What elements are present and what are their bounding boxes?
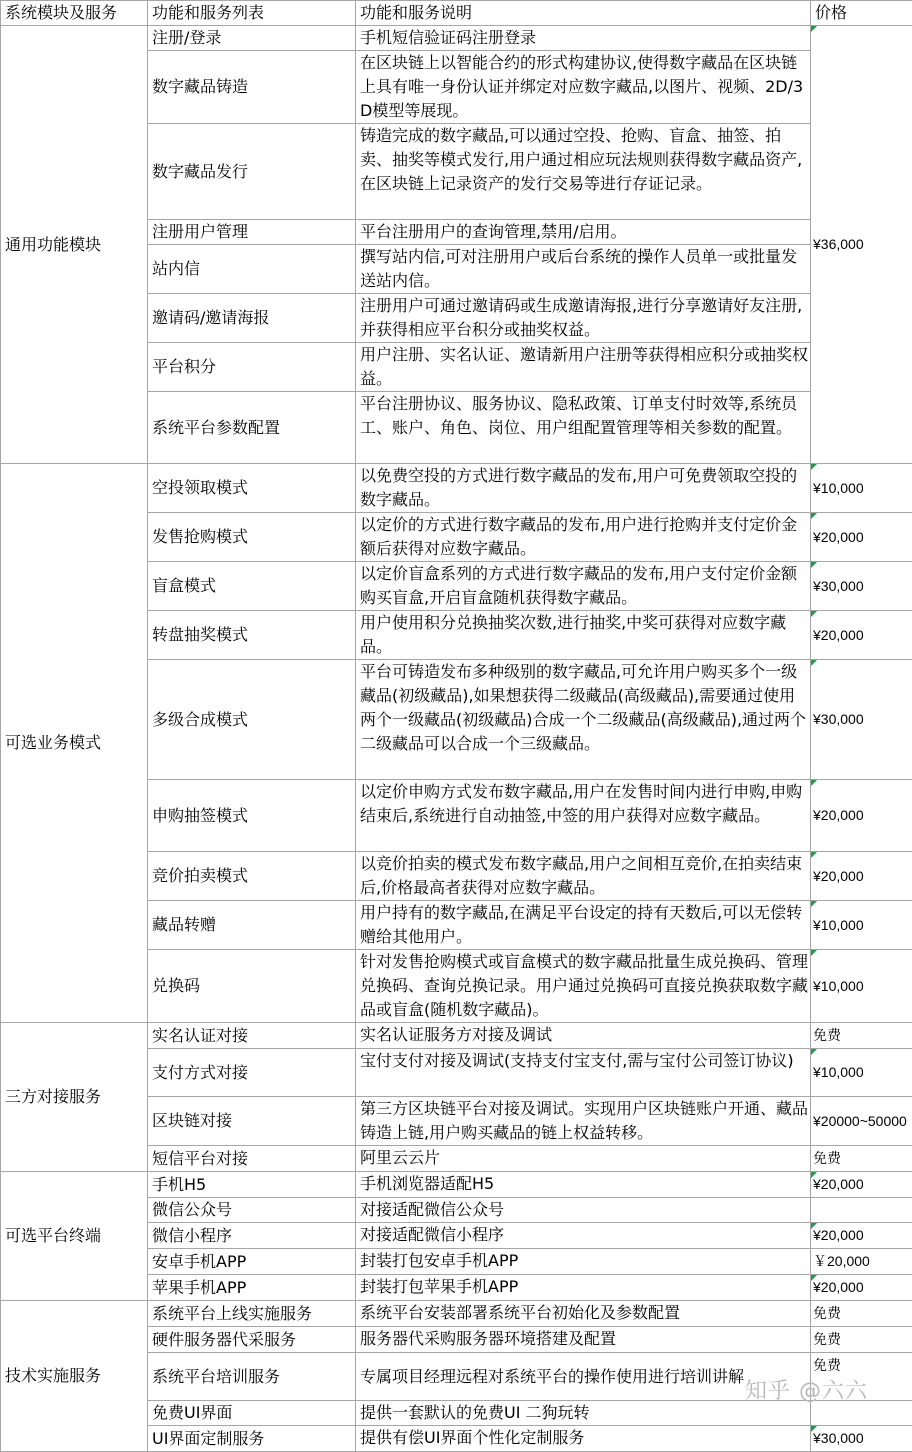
header-module: 系统模块及服务 xyxy=(1,1,148,26)
price-value: ￥20,000 xyxy=(813,1253,870,1269)
price-value: ¥30,000 xyxy=(813,1430,864,1446)
description-cell: 手机浏览器适配H5 xyxy=(356,1172,811,1198)
description-cell: 系统平台安装部署系统平台初始化及参数配置 xyxy=(356,1301,811,1327)
price-cell xyxy=(811,1426,912,1452)
description-cell: 在区块链上以智能合约的形式构建协议,使得数字藏品在区块链上具有唯一身份认证并绑定对应数字藏品,以图片、视频、2D/3D模型等展现。 xyxy=(356,51,811,124)
price-cell xyxy=(811,562,912,611)
feature-cell: 微信公众号 xyxy=(148,1198,356,1223)
feature-cell: 发售抢购模式 xyxy=(148,513,356,562)
header-feature: 功能和服务列表 xyxy=(148,1,356,26)
cell-comment-marker xyxy=(811,1049,817,1055)
price-value: ¥10,000 xyxy=(813,480,864,496)
table-row xyxy=(1,464,912,513)
price-value: ¥20,000 xyxy=(813,627,864,643)
zhihu-watermark: 知乎 @六六 xyxy=(745,1374,868,1405)
price-value: 免费 xyxy=(813,1305,841,1321)
description-cell: 专属项目经理远程对系统平台的操作使用进行培训讲解 xyxy=(356,1353,811,1401)
price-value: ¥36,000 xyxy=(813,236,864,252)
cell-comment-marker xyxy=(811,611,817,617)
feature-cell: 硬件服务器代采服务 xyxy=(148,1327,356,1353)
price-value: ¥10,000 xyxy=(813,917,864,933)
feature-cell: 系统平台上线实施服务 xyxy=(148,1301,356,1327)
price-cell xyxy=(811,1023,912,1049)
feature-cell: 申购抽签模式 xyxy=(148,780,356,852)
feature-cell: 数字藏品铸造 xyxy=(148,51,356,124)
header-price: 价格 xyxy=(811,1,912,26)
feature-cell: 注册用户管理 xyxy=(148,220,356,245)
description-cell: 封装打包安卓手机APP xyxy=(356,1249,811,1275)
module-cell: 通用功能模块 xyxy=(1,26,148,464)
cell-comment-marker xyxy=(811,464,817,470)
header-description: 功能和服务说明 xyxy=(356,1,811,26)
cell-comment-marker xyxy=(811,1275,817,1281)
description-cell: 用户持有的数字藏品,在满足平台设定的持有天数后,可以无偿转赠给其他用户。 xyxy=(356,901,811,950)
feature-cell: 注册/登录 xyxy=(148,26,356,51)
table-row xyxy=(1,1023,912,1049)
feature-cell: 盲盒模式 xyxy=(148,562,356,611)
price-value: ¥30,000 xyxy=(813,578,864,594)
cell-comment-marker xyxy=(811,513,817,519)
price-cell xyxy=(811,950,912,1023)
description-cell: 以定价申购方式发布数字藏品,用户在发售时间内进行申购,申购结束后,系统进行自动抽签,中签的用户获得对应数字藏品。 xyxy=(356,780,811,852)
feature-cell: 系统平台培训服务 xyxy=(148,1353,356,1401)
description-cell: 提供有偿UI界面个性化定制服务 xyxy=(356,1426,811,1452)
price-value: ¥20,000 xyxy=(813,1279,864,1295)
price-cell xyxy=(811,1275,912,1301)
feature-cell: 平台积分 xyxy=(148,343,356,392)
feature-cell: 苹果手机APP xyxy=(148,1275,356,1301)
table-row xyxy=(1,26,912,51)
description-cell: 用户注册、实名认证、邀请新用户注册等获得相应积分或抽奖权益。 xyxy=(356,343,811,392)
cell-comment-marker xyxy=(811,1426,817,1432)
module-cell: 可选业务模式 xyxy=(1,464,148,1023)
price-value: ¥20000~50000 xyxy=(813,1113,907,1129)
feature-cell: 多级合成模式 xyxy=(148,660,356,780)
price-cell xyxy=(811,1327,912,1353)
feature-cell: 邀请码/邀请海报 xyxy=(148,294,356,343)
description-cell: 宝付支付对接及调试(支持支付宝支付,需与宝付公司签订协议) xyxy=(356,1049,811,1097)
price-cell xyxy=(811,1198,912,1223)
module-cell: 三方对接服务 xyxy=(1,1023,148,1172)
price-cell xyxy=(811,513,912,562)
price-cell xyxy=(811,780,912,852)
cell-comment-marker xyxy=(811,660,817,666)
cell-comment-marker xyxy=(811,950,817,956)
cell-comment-marker xyxy=(811,562,817,568)
price-value: ¥20,000 xyxy=(813,1176,864,1192)
cell-comment-marker xyxy=(811,901,817,907)
price-cell xyxy=(811,1223,912,1249)
feature-cell: 空投领取模式 xyxy=(148,464,356,513)
feature-cell: 安卓手机APP xyxy=(148,1249,356,1275)
feature-cell: 区块链对接 xyxy=(148,1097,356,1146)
price-cell xyxy=(811,901,912,950)
description-cell: 平台注册用户的查询管理,禁用/启用。 xyxy=(356,220,811,245)
feature-cell: 系统平台参数配置 xyxy=(148,392,356,464)
description-cell: 平台可铸造发布多种级别的数字藏品,可允许用户购买多个一级藏品(初级藏品),如果想获得二级藏品(高级藏品),需要通过使用两个一级藏品(初级藏品)合成一个二级藏品(高级藏品),通过两个二级藏品可以合成一个三级藏品。 xyxy=(356,660,811,780)
cell-comment-marker xyxy=(811,26,817,32)
description-cell: 以定价盲盒系列的方式进行数字藏品的发布,用户支付定价金额购买盲盒,开启盲盒随机获得数字藏品。 xyxy=(356,562,811,611)
price-cell xyxy=(811,1049,912,1097)
description-cell: 以定价的方式进行数字藏品的发布,用户进行抢购并支付定价金额后获得对应数字藏品。 xyxy=(356,513,811,562)
cell-comment-marker xyxy=(811,780,817,786)
description-cell: 铸造完成的数字藏品,可以通过空投、抢购、盲盒、抽签、拍卖、抽奖等模式发行,用户通过相应玩法规则获得数字藏品资产,在区块链上记录资产的发行交易等进行存证记录。 xyxy=(356,124,811,220)
feature-cell: 微信小程序 xyxy=(148,1223,356,1249)
price-cell xyxy=(811,611,912,660)
description-cell: 撰写站内信,可对注册用户或后台系统的操作人员单一或批量发送站内信。 xyxy=(356,245,811,294)
module-cell: 可选平台终端 xyxy=(1,1172,148,1301)
description-cell: 针对发售抢购模式或盲盒模式的数字藏品批量生成兑换码、管理兑换码、查询兑换记录。用户通过兑换码可直接兑换获取数字藏品或盲盒(随机数字藏品)。 xyxy=(356,950,811,1023)
description-cell: 平台注册协议、服务协议、隐私政策、订单支付时效等,系统员工、账户、角色、岗位、用户组配置管理等相关参数的配置。 xyxy=(356,392,811,464)
price-value: 免费 xyxy=(813,1357,841,1373)
cell-comment-marker xyxy=(811,1172,817,1178)
price-value: 免费 xyxy=(813,1150,841,1166)
description-cell: 手机短信验证码注册登录 xyxy=(356,26,811,51)
price-cell xyxy=(811,1172,912,1198)
price-cell xyxy=(811,1097,912,1146)
price-cell xyxy=(811,464,912,513)
price-value: ¥20,000 xyxy=(813,529,864,545)
feature-cell: 藏品转赠 xyxy=(148,901,356,950)
cell-comment-marker xyxy=(811,852,817,858)
feature-cell: 站内信 xyxy=(148,245,356,294)
description-cell: 封装打包苹果手机APP xyxy=(356,1275,811,1301)
module-cell: 技术实施服务 xyxy=(1,1301,148,1452)
description-cell: 服务器代采购服务器环境搭建及配置 xyxy=(356,1327,811,1353)
price-value: ¥20,000 xyxy=(813,807,864,823)
description-cell: 以竞价拍卖的模式发布数字藏品,用户之间相互竞价,在拍卖结束后,价格最高者获得对应数字藏品。 xyxy=(356,852,811,901)
header-row xyxy=(1,1,912,26)
price-cell xyxy=(811,26,912,464)
feature-cell: 数字藏品发行 xyxy=(148,124,356,220)
price-value: 免费 xyxy=(813,1331,841,1347)
feature-cell: 兑换码 xyxy=(148,950,356,1023)
description-cell: 对接适配微信公众号 xyxy=(356,1198,811,1223)
table-row xyxy=(1,1172,912,1198)
feature-cell: 转盘抽奖模式 xyxy=(148,611,356,660)
feature-cell: 短信平台对接 xyxy=(148,1146,356,1172)
description-cell: 实名认证服务方对接及调试 xyxy=(356,1023,811,1049)
description-cell: 用户使用积分兑换抽奖次数,进行抽奖,中奖可获得对应数字藏品。 xyxy=(356,611,811,660)
price-value: ¥30,000 xyxy=(813,711,864,727)
description-cell: 以免费空投的方式进行数字藏品的发布,用户可免费领取空投的数字藏品。 xyxy=(356,464,811,513)
price-cell xyxy=(811,1249,912,1275)
feature-cell: 实名认证对接 xyxy=(148,1023,356,1049)
price-cell xyxy=(811,660,912,780)
price-value: ¥10,000 xyxy=(813,978,864,994)
cell-comment-marker xyxy=(811,1223,817,1229)
feature-cell: 支付方式对接 xyxy=(148,1049,356,1097)
description-cell: 阿里云云片 xyxy=(356,1146,811,1172)
price-value: 免费 xyxy=(813,1027,841,1043)
price-cell xyxy=(811,1301,912,1327)
description-cell: 提供一套默认的免费UI 二狗玩转 xyxy=(356,1401,811,1426)
price-value: ¥20,000 xyxy=(813,868,864,884)
feature-cell: 免费UI界面 xyxy=(148,1401,356,1426)
feature-cell: UI界面定制服务 xyxy=(148,1426,356,1452)
description-cell: 对接适配微信小程序 xyxy=(356,1223,811,1249)
description-cell: 第三方区块链平台对接及调试。实现用户区块链账户开通、藏品铸造上链,用户购买藏品的链上权益转移。 xyxy=(356,1097,811,1146)
price-cell xyxy=(811,852,912,901)
description-cell: 注册用户可通过邀请码或生成邀请海报,进行分享邀请好友注册,并获得相应平台积分或抽奖权益。 xyxy=(356,294,811,343)
feature-cell: 竞价拍卖模式 xyxy=(148,852,356,901)
price-cell xyxy=(811,1146,912,1172)
price-value: ¥20,000 xyxy=(813,1227,864,1243)
table-row xyxy=(1,1301,912,1327)
feature-cell: 手机H5 xyxy=(148,1172,356,1198)
price-value: ¥10,000 xyxy=(813,1064,864,1080)
